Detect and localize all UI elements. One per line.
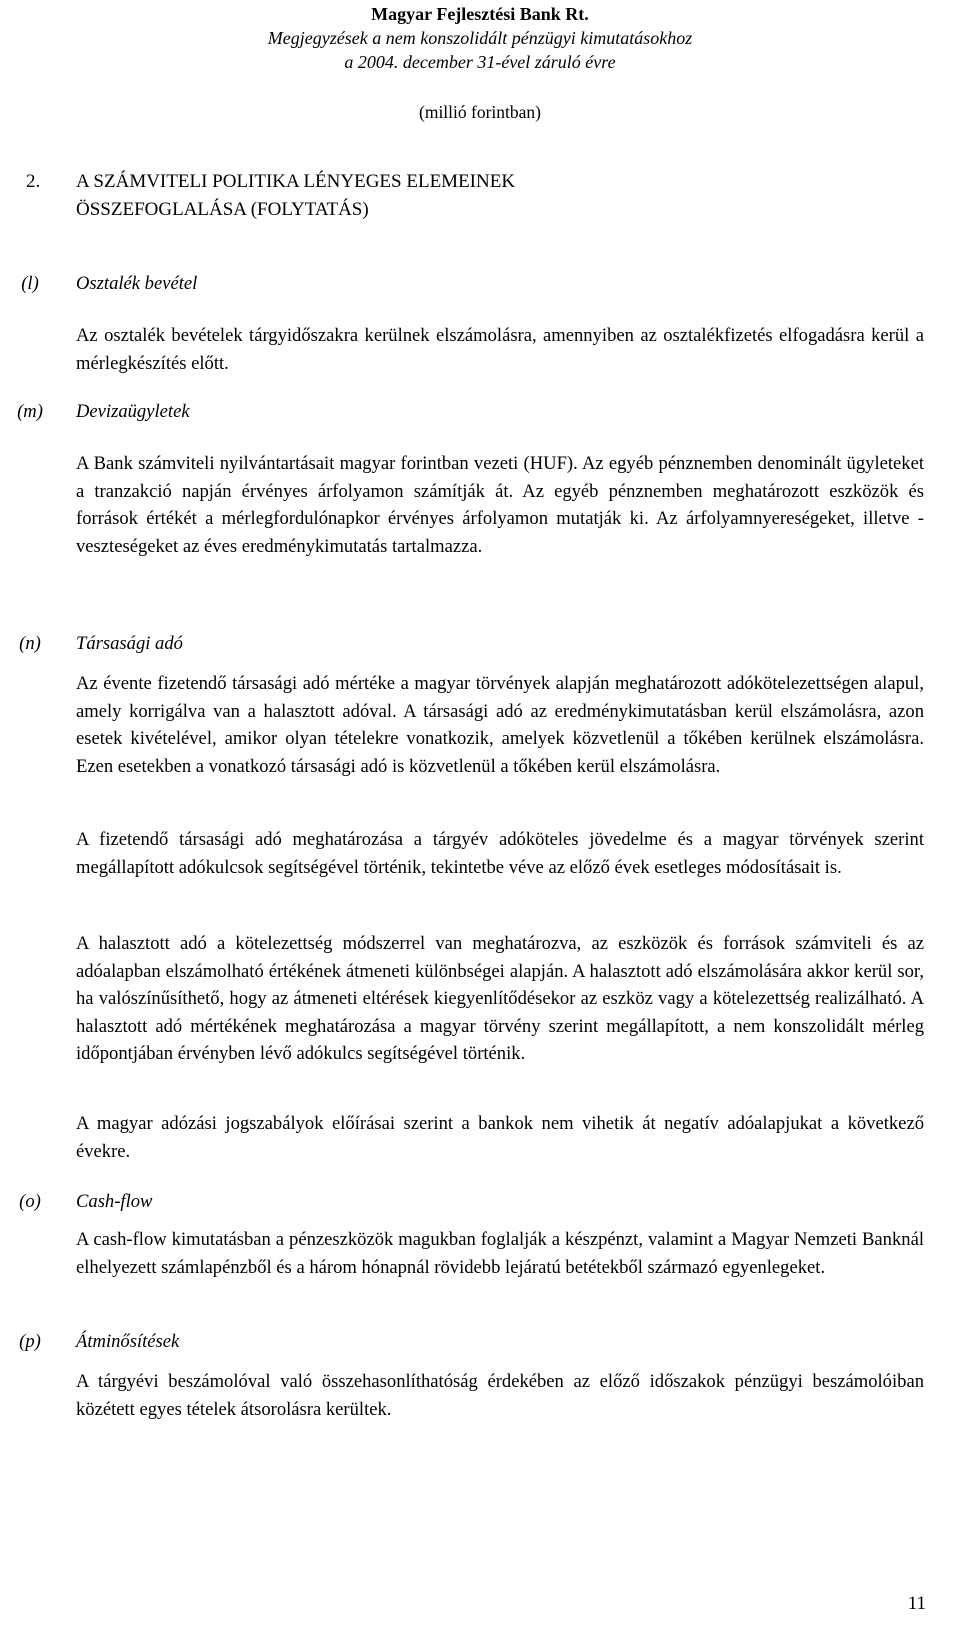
- section-title-line-2: ÖSSZEFOGLALÁSA (FOLYTATÁS): [76, 199, 369, 220]
- section-letter: (o): [19, 1191, 41, 1212]
- paragraph: A magyar adózási jogszabályok előírásai szerint a bankok nem vihetik át negatív adóalapjukat a következő évekre.: [76, 1113, 924, 1162]
- paragraph: A cash-flow kimutatásban a pénzeszközök magukban foglalják a készpénzt, valamint a Magyar Nemzeti Banknál elhelyezett számlapénzből és a három hónapnál rövidebb lejáratú betétekből származó egyenlegeket.: [76, 1229, 924, 1278]
- paragraph: Az osztalék bevételek tárgyidőszakra kerülnek elszámolásra, amennyiben az osztalékfizetés elfogadásra kerül a mérlegkészítés előtt.: [76, 325, 924, 374]
- section-letter: (n): [19, 633, 41, 654]
- section-number: 2.: [26, 171, 41, 192]
- section-heading: Társasági adó: [76, 633, 183, 654]
- paragraph: A tárgyévi beszámolóval való összehasonlíthatóság érdekében az előző időszakok pénzügyi beszámolóiban közétett egyes tételek átsorolásra kerültek.: [76, 1371, 924, 1420]
- section-letter: (m): [17, 401, 43, 422]
- section-heading: Devizaügyletek: [76, 401, 190, 422]
- section-letter: (l): [21, 273, 39, 294]
- paragraph: A fizetendő társasági adó meghatározása a tárgyév adóköteles jövedelme és a magyar törvények szerint megállapított adókulcsok segítségével történik, tekintetbe véve az előző évek esetleges módosításait is.: [76, 829, 924, 878]
- page-number: 11: [907, 1593, 926, 1614]
- bank-name: Magyar Fejlesztési Bank Rt.: [371, 4, 589, 24]
- paragraph: Az évente fizetendő társasági adó mértéke a magyar törvények alapján meghatározott adókötelezettségen alapul, amely korrigálva van a halasztott adóval. A társasági adó az eredménykimutatásban kerül elszámolásra, azon esetek kivételével, amikor olyan tételekre vonatkozik, amelyek közvetlenül a tőkében kerülnek elszámolásra. Ezen esetekben a vonatkozó társasági adó is közvetlenül a tőkében kerül elszámolásra.: [76, 673, 924, 777]
- currency-unit: (millió forintban): [419, 102, 541, 122]
- header-subtitle-1: Megjegyzések a nem konszolidált pénzügyi kimutatásokhoz: [267, 28, 693, 48]
- section-title-line-1: A SZÁMVITELI POLITIKA LÉNYEGES ELEMEINEK: [76, 171, 516, 192]
- section-heading: Osztalék bevétel: [76, 273, 198, 294]
- document-header: [0, 0, 960, 124]
- header-subtitle-2: a 2004. december 31-ével záruló évre: [344, 52, 616, 72]
- section-heading: Cash-flow: [76, 1191, 153, 1212]
- section-heading: Átminősítések: [76, 1331, 180, 1352]
- paragraph: A Bank számviteli nyilvántartásait magyar forintban vezeti (HUF). Az egyéb pénznemben denominált ügyleteket a tranzakció napján érvényes árfolyamon számítják át. Az egyéb pénznemben meghatározott eszközök és források értékét a mérlegfordulónapkor érvényes árfolyamon mutatják ki. Az árfolyamnyereségeket, illetve - veszteségeket az éves eredménykimutatás tartalmazza.: [76, 453, 924, 557]
- paragraph: A halasztott adó a kötelezettség módszerrel van meghatározva, az eszközök és források számviteli és az adóalapban elszámolható értékének átmeneti különbségei alapján. A halasztott adó elszámolására akkor kerül sor, ha valószínűsíthető, hogy az átmeneti eltérések kiegyenlítődésekor az eszköz vagy a kötelezettség realizálható. A halasztott adó mértékének meghatározása a magyar törvény szerint megállapított, a nem konszolidált mérleg időpontjában érvényben lévő adókulcs segítségével történik.: [76, 933, 924, 1065]
- section-letter: (p): [19, 1331, 41, 1352]
